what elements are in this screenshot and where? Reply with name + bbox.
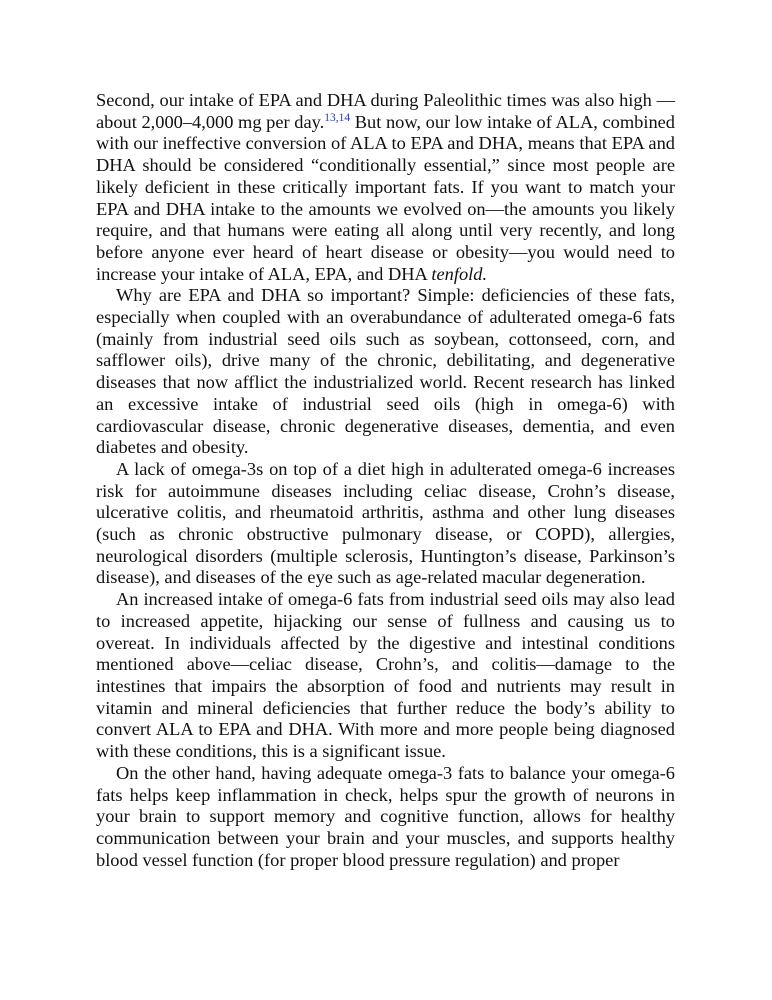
book-page [96, 90, 675, 871]
paragraph-why-epa-dha: Why are EPA and DHA so important? Simple: deficiencies of these fats, especially when coupled with an overabundance of adulterated omega-6 fats (mainly from industrial seed oils such as soybean, cottonseed, corn, and safflower oils), drive many of the chronic, debilitating, and degenerative diseases that now afflict the industrialized world. Recent research has linked an excessive intake of industrial seed oils (high in omega-6) with cardiovascular disease, chronic degenerative diseases, dementia, and even diabetes and obesity. [96, 285, 675, 458]
paragraph-autoimmune-risk: A lack of omega-3s on top of a diet high in adulterated omega-6 increases risk for autoimmune diseases including celiac disease, Crohn’s disease, ulcerative colitis, and rheumatoid arthritis, asthma and other lung diseases (such as chronic obstructive pulmonary disease, or COPD), allergies, neurological disorders (multiple sclerosis, Huntington’s disease, Parkinson’s disease), and diseases of the eye such as age-related macular degeneration. [96, 458, 675, 588]
paragraph-appetite-absorption: An increased intake of omega-6 fats from industrial seed oils may also lead to increased appetite, hijacking our sense of fullness and causing us to overeat. In individuals affected by the digestive and intestinal conditions mentioned above—celiac disease, Crohn’s, and colitis—damage to the intestines that impairs the absorption of food and nutrients may result in vitamin and mineral deficiencies that further reduce the body’s ability to convert ALA to EPA and DHA. With more and more people being diagnosed with these conditions, this is a significant issue. [96, 589, 675, 762]
paragraph-text: Second, our intake of EPA and DHA during Paleolithic times was also high —about 2,000–4,000 mg per day. [96, 90, 675, 132]
footnote-reference-link[interactable]: 13,14 [324, 111, 351, 124]
emphasis-text: tenfold. [431, 263, 488, 284]
paragraph-omega-balance: On the other hand, having adequate omega-3 fats to balance your omega-6 fats helps keep inflammation in check, helps spur the growth of neurons in your brain to support memory and cognitive function, allows for healthy communication between your brain and your muscles, and supports healthy blood vessel function (for proper blood pressure regulation) and proper [96, 762, 675, 870]
paragraph-text: But now, our low intake of ALA, combined with our ineffective conversion of ALA to EPA and DHA, means that EPA and DHA should be considered “conditionally essential,” since most people are likely deficient in these critically important fats. If you want to match your EPA and DHA intake to the amounts we evolved on—the amounts you likely require, and that humans were eating all along until very recently, and long before anyone ever heard of heart disease or obesity—you would need to increase your intake of ALA, EPA, and DHA [96, 111, 676, 284]
paragraph-paleolithic-intake [96, 90, 675, 285]
